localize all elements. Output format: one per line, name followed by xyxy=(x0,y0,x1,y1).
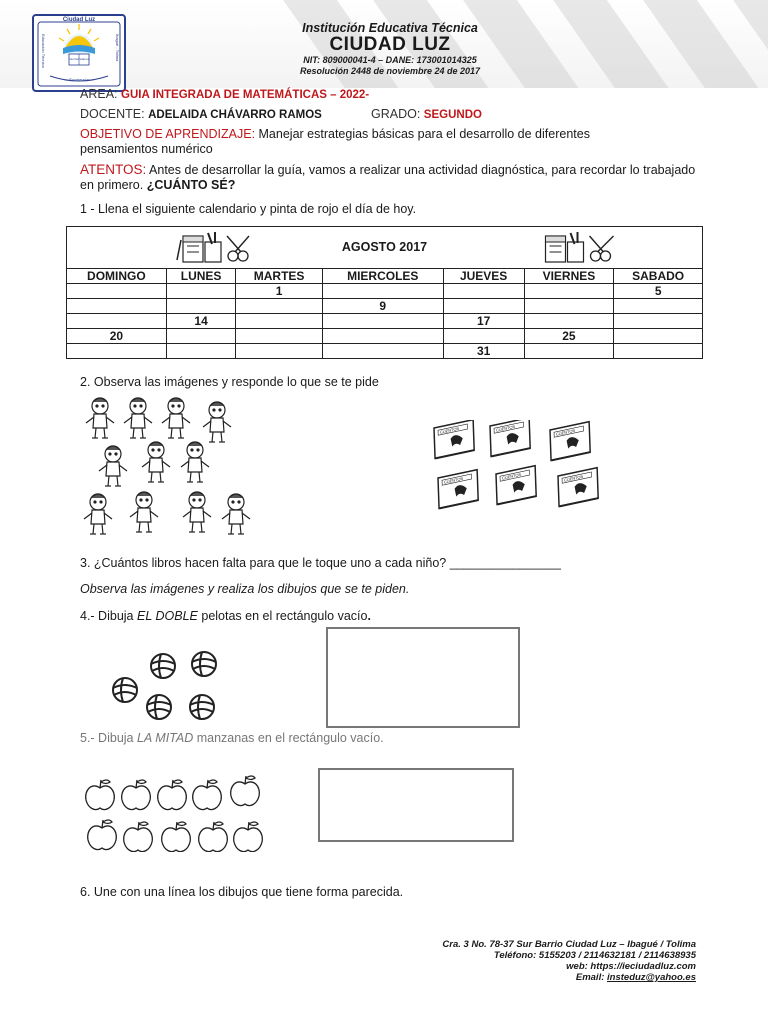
question-1: 1 - Llena el siguiente calendario y pinta de rojo el día de hoy. xyxy=(80,202,417,216)
weekday-header: VIERNES xyxy=(524,269,614,284)
objetivo-label: OBJETIVO DE APRENDIZAJE: xyxy=(80,127,256,141)
calendar-day-cell[interactable] xyxy=(166,344,236,359)
svg-text:CUENTOS: CUENTOS xyxy=(495,423,516,433)
institution-city: CIUDAD LUZ xyxy=(329,34,451,55)
q4-suffix: pelotas en el rectángulo vacío xyxy=(197,609,368,623)
footer-address: Cra. 3 No. 78-37 Sur Barrio Ciudad Luz – Ibagué / Tolima xyxy=(442,939,696,950)
school-supplies-icon xyxy=(175,230,255,264)
calendar-day-cell[interactable] xyxy=(524,284,614,299)
svg-text:CUENTOS: CUENTOS xyxy=(443,475,464,485)
drawing-instruction: Observa las imágenes y realiza los dibujos que se te piden. xyxy=(80,582,410,596)
svg-text:CUENTOS: CUENTOS xyxy=(439,425,460,435)
objetivo-text: Manejar estrategias básicas para el desarrollo de diferentes pensamientos numérico xyxy=(80,127,590,156)
svg-text:Excelencia: Excelencia xyxy=(69,77,89,82)
calendar-week-row xyxy=(67,284,703,299)
weekday-header: MIERCOLES xyxy=(322,269,443,284)
calendar-day-cell[interactable] xyxy=(166,284,236,299)
question-2: 2. Observa las imágenes y responde lo que se te pide xyxy=(80,375,379,389)
calendar-day-cell[interactable] xyxy=(322,314,443,329)
q5-prefix: 5.- Dibuja xyxy=(80,731,137,745)
calendar-day-cell[interactable] xyxy=(524,344,614,359)
children-illustration xyxy=(80,396,260,544)
calendar-title: AGOSTO 2017 xyxy=(341,240,428,254)
calendar-day-cell[interactable]: 25 xyxy=(524,329,614,344)
question-3: 3. ¿Cuántos libros hacen falta para que le toque uno a cada niño? ________________ xyxy=(80,556,561,570)
calendar-day-cell[interactable] xyxy=(236,299,322,314)
calendar-day-cell[interactable]: 14 xyxy=(166,314,236,329)
apples-illustration xyxy=(82,770,272,852)
calendar-day-cell[interactable]: 1 xyxy=(236,284,322,299)
calendar-table xyxy=(66,226,703,359)
weekday-header: JUEVES xyxy=(443,269,524,284)
calendar-day-cell[interactable] xyxy=(166,329,236,344)
question-4 xyxy=(80,609,371,623)
footer-email-link[interactable]: insteduz@yahoo.es xyxy=(607,972,696,983)
calendar-day-cell[interactable] xyxy=(322,329,443,344)
q4-end: . xyxy=(367,609,371,623)
school-crest-logo xyxy=(32,14,126,92)
calendar-weekday-row xyxy=(67,269,703,284)
calendar-week-row xyxy=(67,344,703,359)
calendar-day-cell[interactable] xyxy=(614,344,703,359)
atentos-emphasis: ¿CUÁNTO SÉ? xyxy=(146,178,236,192)
area-value: GUIA INTEGRADA DE MATEMÁTICAS – 2022- xyxy=(121,89,370,101)
books-illustration xyxy=(428,420,618,520)
grado-value: SEGUNDO xyxy=(423,109,482,121)
calendar-day-cell[interactable] xyxy=(166,299,236,314)
docente-value: ADELAIDA CHÁVARRO RAMOS xyxy=(148,109,322,121)
grado-label: GRADO: xyxy=(371,107,421,121)
footer-phone: Teléfono: 5155203 / 2114632181 / 2114638935 xyxy=(493,950,696,961)
calendar-day-cell[interactable] xyxy=(443,299,524,314)
q4-emphasis: EL DOBLE xyxy=(136,609,198,623)
svg-text:Ibagué - Tolima: Ibagué - Tolima xyxy=(115,34,120,62)
calendar-day-cell[interactable] xyxy=(67,299,167,314)
weekday-header: MARTES xyxy=(236,269,322,284)
institution-resolution: Resolución 2448 de noviembre 24 de 2017 xyxy=(299,66,481,76)
question-5 xyxy=(80,731,384,745)
atentos-text: Antes de desarrollar la guía, vamos a realizar una actividad diagnóstica, para recordar lo trabajado en primero. xyxy=(80,163,696,192)
calendar-day-cell[interactable]: 20 xyxy=(67,329,167,344)
calendar-day-cell[interactable] xyxy=(322,344,443,359)
calendar-day-cell[interactable] xyxy=(614,299,703,314)
draw-apples-box[interactable] xyxy=(318,768,514,842)
q5-suffix: manzanas en el rectángulo vacío. xyxy=(193,731,384,745)
institution-nit: NIT: 809000041-4 – DANE: 173001014325 xyxy=(303,55,477,65)
area-label: AREA: xyxy=(80,87,118,101)
calendar-day-cell[interactable] xyxy=(443,284,524,299)
weekday-header: SABADO xyxy=(614,269,703,284)
calendar-day-cell[interactable] xyxy=(236,314,322,329)
footer-web[interactable]: web: https://ieciudadluz.com xyxy=(566,961,696,972)
calendar-day-cell[interactable] xyxy=(67,284,167,299)
atentos-label: ATENTOS: xyxy=(80,162,147,177)
calendar-day-cell[interactable] xyxy=(67,314,167,329)
institution-name: Institución Educativa Técnica xyxy=(302,21,478,35)
svg-text:Educación Técnica: Educación Técnica xyxy=(41,34,46,68)
svg-text:CUENTOS: CUENTOS xyxy=(501,471,522,481)
footer-email-label: Email: xyxy=(575,972,608,983)
svg-text:Ciudad Luz: Ciudad Luz xyxy=(62,17,96,23)
docente-label: DOCENTE: xyxy=(80,107,145,121)
svg-text:Ciencia Valores: Ciencia Valores xyxy=(68,57,90,61)
svg-text:CUENTOS: CUENTOS xyxy=(563,473,584,483)
q5-emphasis: LA MITAD xyxy=(136,731,194,745)
calendar-day-cell[interactable]: 9 xyxy=(322,299,443,314)
calendar-week-row xyxy=(67,299,703,314)
q4-prefix: 4.- Dibuja xyxy=(80,609,137,623)
question-6: 6. Une con una línea los dibujos que tiene forma parecida. xyxy=(80,885,404,899)
calendar-day-cell[interactable]: 5 xyxy=(614,284,703,299)
docente-line xyxy=(80,107,322,121)
calendar-day-cell[interactable] xyxy=(443,329,524,344)
svg-text:CUENTOS: CUENTOS xyxy=(555,427,576,437)
calendar-day-cell[interactable] xyxy=(236,329,322,344)
calendar-day-cell[interactable] xyxy=(614,314,703,329)
atentos-paragraph xyxy=(80,162,700,193)
calendar-week-row xyxy=(67,314,703,329)
calendar-day-cell[interactable] xyxy=(322,284,443,299)
area-line xyxy=(80,87,369,101)
balls-illustration xyxy=(108,650,228,722)
calendar-day-cell[interactable] xyxy=(236,344,322,359)
grado-line xyxy=(371,107,482,121)
calendar-title-cell xyxy=(67,227,703,269)
calendar-week-row xyxy=(67,329,703,344)
calendar-day-cell[interactable] xyxy=(524,299,614,314)
school-supplies-icon-right xyxy=(537,230,622,264)
calendar-day-cell[interactable] xyxy=(67,344,167,359)
calendar-day-cell[interactable]: 31 xyxy=(443,344,524,359)
draw-balls-box[interactable] xyxy=(326,627,520,728)
calendar-day-cell[interactable]: 17 xyxy=(443,314,524,329)
footer-email xyxy=(276,972,696,983)
weekday-header: DOMINGO xyxy=(67,269,167,284)
calendar-day-cell[interactable] xyxy=(614,329,703,344)
calendar-day-cell[interactable] xyxy=(524,314,614,329)
weekday-header: LUNES xyxy=(166,269,236,284)
objetivo-paragraph xyxy=(80,127,640,157)
